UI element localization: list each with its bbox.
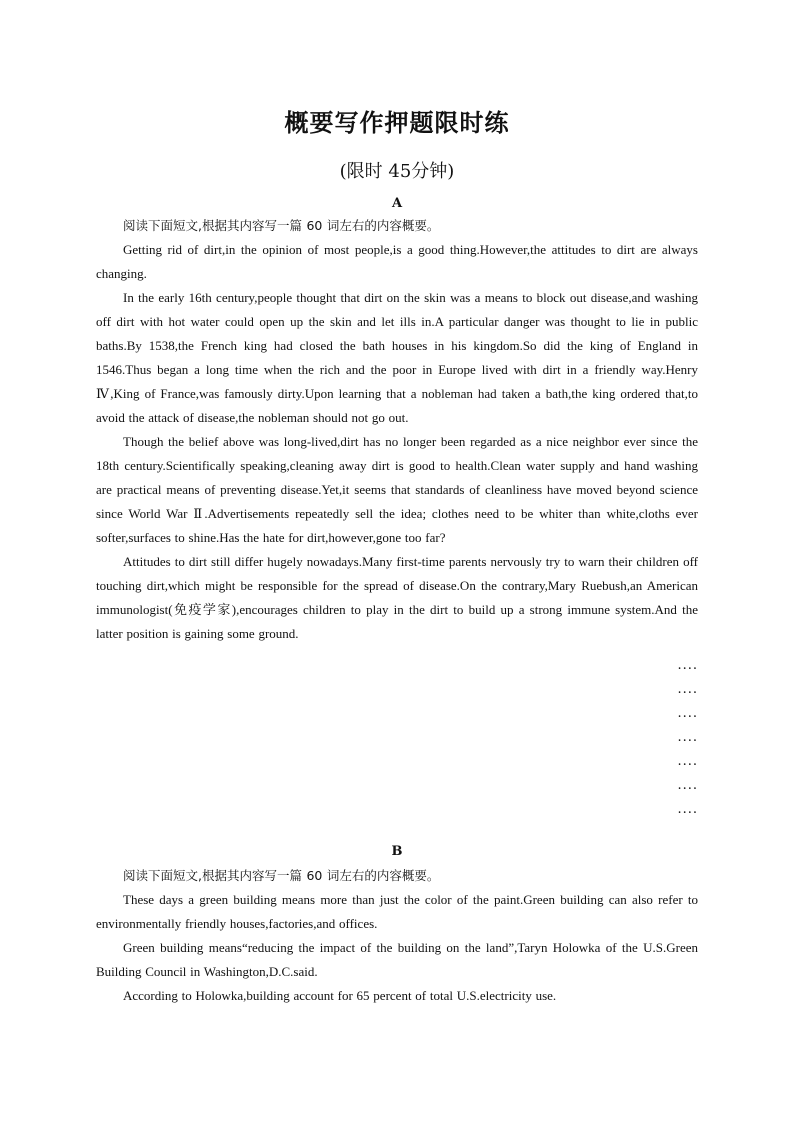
answer-line[interactable]: .... [677, 754, 698, 769]
section-a-paragraph-4: Attitudes to dirt still differ hugely nowadays.Many first-time parents nervously try to warn their children off touching dirt,which might be responsible for the spread of disease.On the contrary,Mary Ruebush,an American immunologist(免疫学家),encourages children to play in the dirt to build up a strong immune system.And the latter position is gaining some ground. [96, 554, 698, 641]
answer-line[interactable]: .... [677, 802, 698, 817]
section-a-paragraph-3: Though the belief above was long-lived,dirt has no longer been regarded as a nice neighbor ever since the 18th century.Scientifically speaking,cleaning away dirt is good to health.Clean water supply and hand washing are practical means of preventing disease.Yet,it seems that standards of cleanliness have moved beyond science since World War Ⅱ.Advertisements repeatedly sell the idea; clothes need to be whiter than white,cloths ever softer,surfaces to shine.Has the hate for dirt,however,gone too far? [96, 434, 698, 545]
section-b-paragraph-3: According to Holowka,building account for 65 percent of total U.S.electricity use. [123, 988, 557, 1003]
section-b-paragraph-1: These days a green building means more than just the color of the paint.Green building can also refer to environmentally friendly houses,factories,and offices. [96, 892, 698, 931]
time-limit-subtitle: (限时 45分钟) [339, 161, 455, 182]
answer-line[interactable]: .... [677, 778, 698, 793]
section-a-paragraph-2: In the early 16th century,people thought that dirt on the skin was a means to block out disease,and washing off dirt with hot water could open up the skin and let ills in.A particular danger was thought to lie in public baths.By 1538,the French king had closed the bath houses in his kingdom.So did the king of England in 1546.Thus began a long time when the rich and the poor in Europe lived with dirt in a friendly way.Henry Ⅳ,King of France,was famously dirty.Upon learning that a nobleman had taken a bath,the king ordered that,to avoid the attack of disease,the nobleman should not go out. [96, 290, 698, 425]
answer-line[interactable]: .... [677, 658, 698, 673]
section-a-paragraph-1: Getting rid of dirt,in the opinion of most people,is a good thing.However,the attitudes to dirt are always changing. [96, 242, 698, 281]
section-b-instruction: 阅读下面短文,根据其内容写一篇 60 词左右的内容概要。 [123, 868, 440, 883]
section-b-body [96, 864, 698, 1008]
section-a-heading: A [391, 196, 403, 211]
section-a-instruction: 阅读下面短文,根据其内容写一篇 60 词左右的内容概要。 [123, 218, 440, 233]
page-title: 概要写作押题限时练 [284, 109, 510, 137]
answer-line[interactable]: .... [677, 682, 698, 697]
answer-line[interactable]: .... [677, 706, 698, 721]
section-b-heading: B [391, 844, 403, 859]
answer-area [640, 654, 698, 822]
section-a-body [96, 214, 698, 646]
section-b-paragraph-2: Green building means“reducing the impact of the building on the land”,Taryn Holowka of the U.S.Green Building Council in Washington,D.C.said. [96, 940, 698, 979]
answer-line[interactable]: .... [677, 730, 698, 745]
